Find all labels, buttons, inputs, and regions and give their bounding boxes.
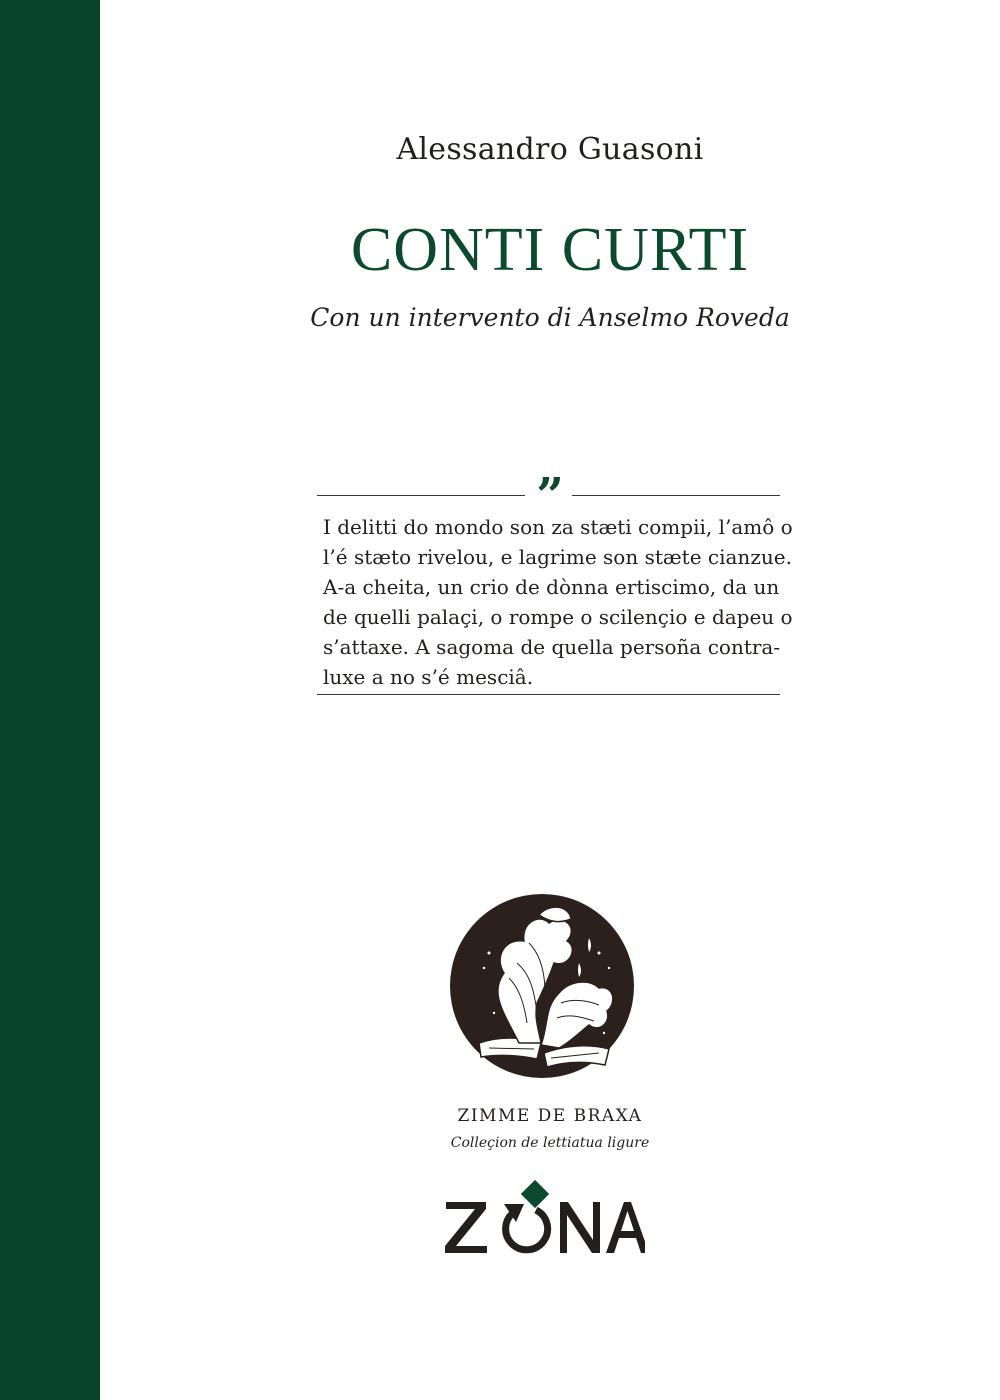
excerpt-line: I delitti do mondo son za stæti compii, l’amô o [323,515,793,539]
excerpt-line: de quelli palaçi, o rompe o scilençio e dapeu o [323,605,793,629]
book-title: CONTI CURTI [350,216,750,284]
excerpt-line: l’é stæto rivelou, e lagrime son stæte cianzue. [323,545,792,569]
bottom-rule [317,694,780,695]
excerpt-line: A-a cheita, un crio de dònna ertiscimo, da un [323,575,780,599]
book-subtitle: Con un intervento di Anselmo Roveda [310,303,790,332]
top-rule-left [317,495,525,496]
book-spine [0,0,100,1400]
excerpt-line: s’attaxe. A sagoma de quella persoña contra- [323,635,781,659]
publisher-logo-zona [440,1180,645,1260]
series-name: ZIMME DE BRAXA [457,1106,643,1126]
top-rule-right [572,495,780,496]
smoke-fire-woodcut-icon [449,893,635,1079]
series-description: Colleçion de lettiatua ligure [450,1135,650,1151]
quote-mark-icon: ” [536,468,564,524]
author-name: Alessandro Guasoni [396,132,704,167]
excerpt-text [323,512,793,692]
excerpt-line: luxe a no s’é mesciâ. [323,665,534,689]
